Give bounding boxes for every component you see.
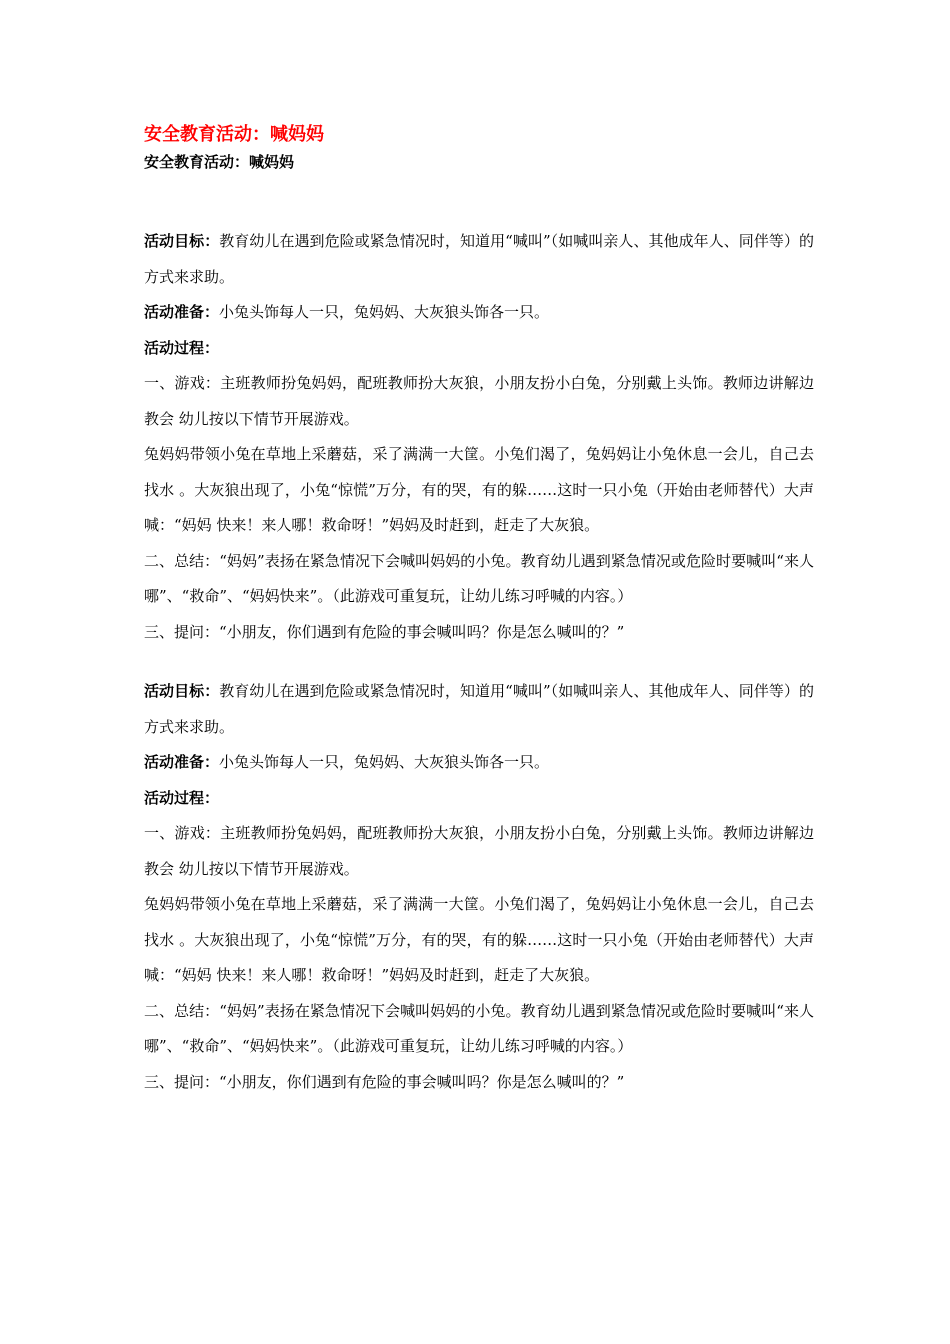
activity-process-heading (144, 781, 814, 817)
step-summary: 二、总结：“妈妈”表扬在紧急情况下会喊叫妈妈的小兔。教育幼儿遇到紧急情况或危险时要喊叫“来人 哪”、“救命”、“妈妈快来”。（此游戏可重复玩，让幼儿练习呼喊的内容。） (144, 551, 814, 605)
activity-prep-label: 活动准备： (144, 753, 220, 771)
step-question: 三、提问：“小朋友，你们遇到有危险的事会喊叫吗？你是怎么喊叫的？” (144, 1072, 625, 1091)
story-paragraph: 兔妈妈带领小兔在草地上采蘑菇，采了满满一大筐。小兔们渴了，兔妈妈让小兔休息一会儿，自己去找水 。大灰狼出现了，小兔“惊慌”万分，有的哭，有的躲……这时一只小兔（开始由老师替代）大声喊：“妈妈 快来！来人哪！救命呀！”妈妈及时赶到，赶走了大灰狼。 (144, 895, 814, 984)
story-paragraph: 兔妈妈带领小兔在草地上采蘑菇，采了满满一大筐。小兔们渴了，兔妈妈让小兔休息一会儿，自己去找水 。大灰狼出现了，小兔“惊慌”万分，有的哭，有的躲……这时一只小兔（开始由老师替代）大声喊：“妈妈 快来！来人哪！救命呀！”妈妈及时赶到，赶走了大灰狼。 (144, 445, 814, 534)
activity-goal (144, 674, 814, 745)
activity-goal-label: 活动目标： (144, 232, 220, 250)
document-title: 安全教育活动：喊妈妈 (144, 124, 324, 145)
activity-section-1 (144, 224, 814, 650)
step-summary: 二、总结：“妈妈”表扬在紧急情况下会喊叫妈妈的小兔。教育幼儿遇到紧急情况或危险时要喊叫“来人 哪”、“救命”、“妈妈快来”。（此游戏可重复玩，让幼儿练习呼喊的内容。） (144, 1001, 814, 1055)
activity-prep-label: 活动准备： (144, 303, 220, 321)
step-game: 一、游戏：主班教师扮兔妈妈，配班教师扮大灰狼，小朋友扮小白兔，分别戴上头饰。教师边讲解边教会 幼儿按以下情节开展游戏。 (144, 374, 814, 428)
activity-prep-text: 小兔头饰每人一只，兔妈妈、大灰狼头饰各一只。 (219, 303, 550, 321)
document-subtitle: 安全教育活动：喊妈妈 (144, 153, 295, 171)
activity-prep (144, 745, 814, 781)
activity-prep (144, 295, 814, 331)
activity-goal-label: 活动目标： (144, 682, 220, 700)
activity-process-label: 活动过程： (144, 788, 220, 807)
activity-section-2 (144, 674, 814, 1100)
step-question: 三、提问：“小朋友，你们遇到有危险的事会喊叫吗？你是怎么喊叫的？” (144, 622, 625, 641)
activity-goal-text: 教育幼儿在遇到危险或紧急情况时，知道用“喊叫”（如喊叫亲人、其他成年人、同伴等）的方式来求助。 (144, 232, 814, 286)
activity-goal (144, 224, 814, 295)
step-game: 一、游戏：主班教师扮兔妈妈，配班教师扮大灰狼，小朋友扮小白兔，分别戴上头饰。教师边讲解边教会 幼儿按以下情节开展游戏。 (144, 824, 814, 878)
activity-process-label: 活动过程： (144, 338, 220, 357)
activity-prep-text: 小兔头饰每人一只，兔妈妈、大灰狼头饰各一只。 (219, 753, 550, 771)
activity-goal-text: 教育幼儿在遇到危险或紧急情况时，知道用“喊叫”（如喊叫亲人、其他成年人、同伴等）的方式来求助。 (144, 682, 814, 736)
activity-process-heading (144, 331, 814, 367)
document-page (144, 120, 814, 1100)
